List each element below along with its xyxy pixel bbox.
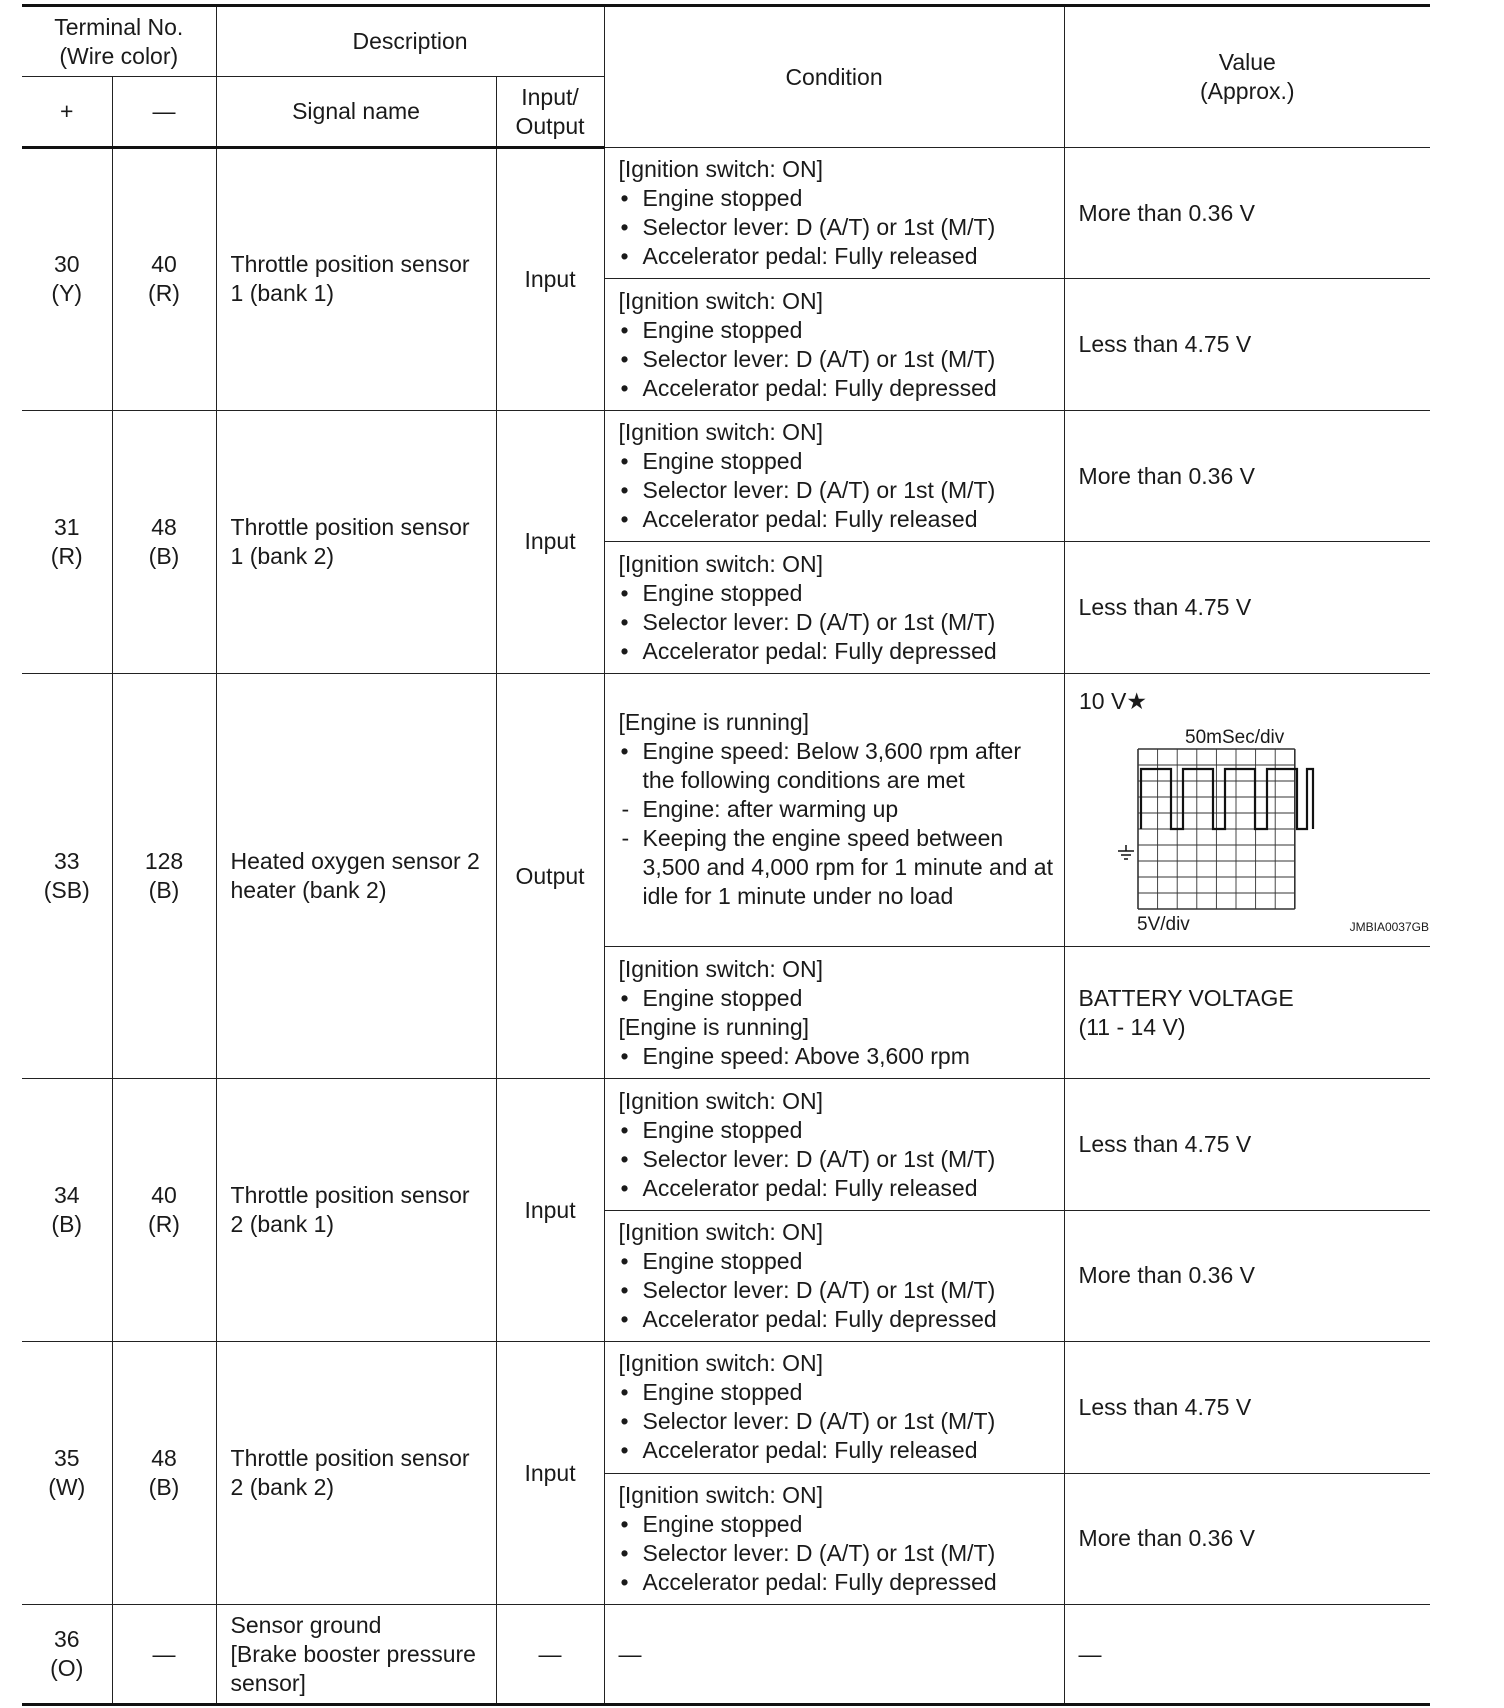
io-cell: Input (496, 1342, 604, 1605)
table-row (22, 1079, 1430, 1210)
value-header: Value (Approx.) (1064, 6, 1430, 148)
value-cell (1064, 673, 1430, 946)
table-row (22, 148, 1430, 279)
value-cell: — (1064, 1605, 1430, 1705)
signal-name-cell: Throttle position sensor 2 (bank 2) (216, 1342, 496, 1605)
minus-terminal-cell: 40 (R) (112, 148, 216, 411)
table-row (22, 673, 1430, 946)
figure-id: JMBIA0037GB (1349, 919, 1429, 934)
signal-name-header: Signal name (216, 77, 496, 148)
condition-cell: — (604, 1605, 1064, 1705)
value-cell: Less than 4.75 V (1064, 542, 1430, 673)
oscilloscope-waveform (1065, 675, 1431, 941)
description-header: Description (216, 6, 604, 77)
condition-cell: [Ignition switch: ON] • Engine stopped • Selector lever: D (A/T) or 1st (M/T) • Accelerator pedal: Fully released (604, 1079, 1064, 1210)
value-cell: More than 0.36 V (1064, 410, 1430, 541)
plus-terminal-cell: 30 (Y) (22, 148, 112, 411)
plus-header: + (22, 77, 112, 148)
scope-wave-trace (1141, 769, 1313, 829)
table-row (22, 1342, 1430, 1473)
value-cell: Less than 4.75 V (1064, 1342, 1430, 1473)
oscilloscope-figure (1078, 685, 1429, 935)
plus-terminal-cell: 33 (SB) (22, 673, 112, 1079)
signal-name-cell: Sensor ground [Brake booster pressure sensor] (216, 1605, 496, 1705)
header-row-1 (22, 6, 1430, 77)
condition-cell: [Ignition switch: ON] • Engine stopped • Selector lever: D (A/T) or 1st (M/T) • Accelerator pedal: Fully released (604, 1342, 1064, 1473)
minus-terminal-cell: 48 (B) (112, 1342, 216, 1605)
condition-cell: [Ignition switch: ON] • Engine stopped • Selector lever: D (A/T) or 1st (M/T) • Accelerator pedal: Fully released (604, 148, 1064, 279)
table-row (22, 410, 1430, 541)
io-cell: — (496, 1605, 604, 1705)
plus-terminal-cell: 35 (W) (22, 1342, 112, 1605)
minus-terminal-cell: 48 (B) (112, 410, 216, 673)
io-cell: Input (496, 1079, 604, 1342)
condition-cell: [Ignition switch: ON] • Engine stopped • Selector lever: D (A/T) or 1st (M/T) • Accelerator pedal: Fully depressed (604, 542, 1064, 673)
condition-cell: [Ignition switch: ON] • Engine stopped [Engine is running] • Engine speed: Above 3,600 rpm (604, 946, 1064, 1078)
value-cell: Less than 4.75 V (1064, 1079, 1430, 1210)
terminal-no-header: Terminal No. (Wire color) (22, 6, 216, 77)
minus-header: — (112, 77, 216, 148)
plus-terminal-cell: 36 (O) (22, 1605, 112, 1705)
value-cell: Less than 4.75 V (1064, 279, 1430, 410)
condition-cell: [Ignition switch: ON] • Engine stopped • Selector lever: D (A/T) or 1st (M/T) • Accelerator pedal: Fully depressed (604, 1210, 1064, 1341)
scope-value-label: 10 V★ (1078, 687, 1147, 714)
minus-terminal-cell: — (112, 1605, 216, 1705)
value-cell: BATTERY VOLTAGE (11 - 14 V) (1064, 946, 1430, 1078)
signal-name-cell: Throttle position sensor 1 (bank 1) (216, 148, 496, 411)
io-cell: Input (496, 410, 604, 673)
scope-volt-div: 5V/div (1136, 913, 1190, 935)
plus-terminal-cell: 34 (B) (22, 1079, 112, 1342)
condition-cell: [Ignition switch: ON] • Engine stopped • Selector lever: D (A/T) or 1st (M/T) • Accelerator pedal: Fully released (604, 410, 1064, 541)
condition-header: Condition (604, 6, 1064, 148)
scope-time-div: 50mSec/div (1184, 726, 1284, 748)
minus-terminal-cell: 128 (B) (112, 673, 216, 1079)
condition-cell: [Engine is running] • Engine speed: Below 3,600 rpm after the following conditions are met - Engine: after warming up - Keeping the engine speed between 3,500 and 4,000 rpm for 1 minute and at idle for 1 minute under no load (604, 673, 1064, 946)
condition-cell: [Ignition switch: ON] • Engine stopped • Selector lever: D (A/T) or 1st (M/T) • Accelerator pedal: Fully depressed (604, 279, 1064, 410)
value-cell: More than 0.36 V (1064, 1473, 1430, 1604)
value-cell: More than 0.36 V (1064, 148, 1430, 279)
io-cell: Output (496, 673, 604, 1079)
ground-symbol (1118, 845, 1134, 859)
table-row (22, 1605, 1430, 1705)
minus-terminal-cell: 40 (R) (112, 1079, 216, 1342)
plus-terminal-cell: 31 (R) (22, 410, 112, 673)
condition-cell: [Ignition switch: ON] • Engine stopped • Selector lever: D (A/T) or 1st (M/T) • Accelerator pedal: Fully depressed (604, 1473, 1064, 1604)
signal-name-cell: Throttle position sensor 2 (bank 1) (216, 1079, 496, 1342)
io-cell: Input (496, 148, 604, 411)
value-cell: More than 0.36 V (1064, 1210, 1430, 1341)
signal-name-cell: Throttle position sensor 1 (bank 2) (216, 410, 496, 673)
terminal-table (22, 4, 1430, 1706)
signal-name-cell: Heated oxygen sensor 2 heater (bank 2) (216, 673, 496, 1079)
input-output-header: Input/ Output (496, 77, 604, 148)
